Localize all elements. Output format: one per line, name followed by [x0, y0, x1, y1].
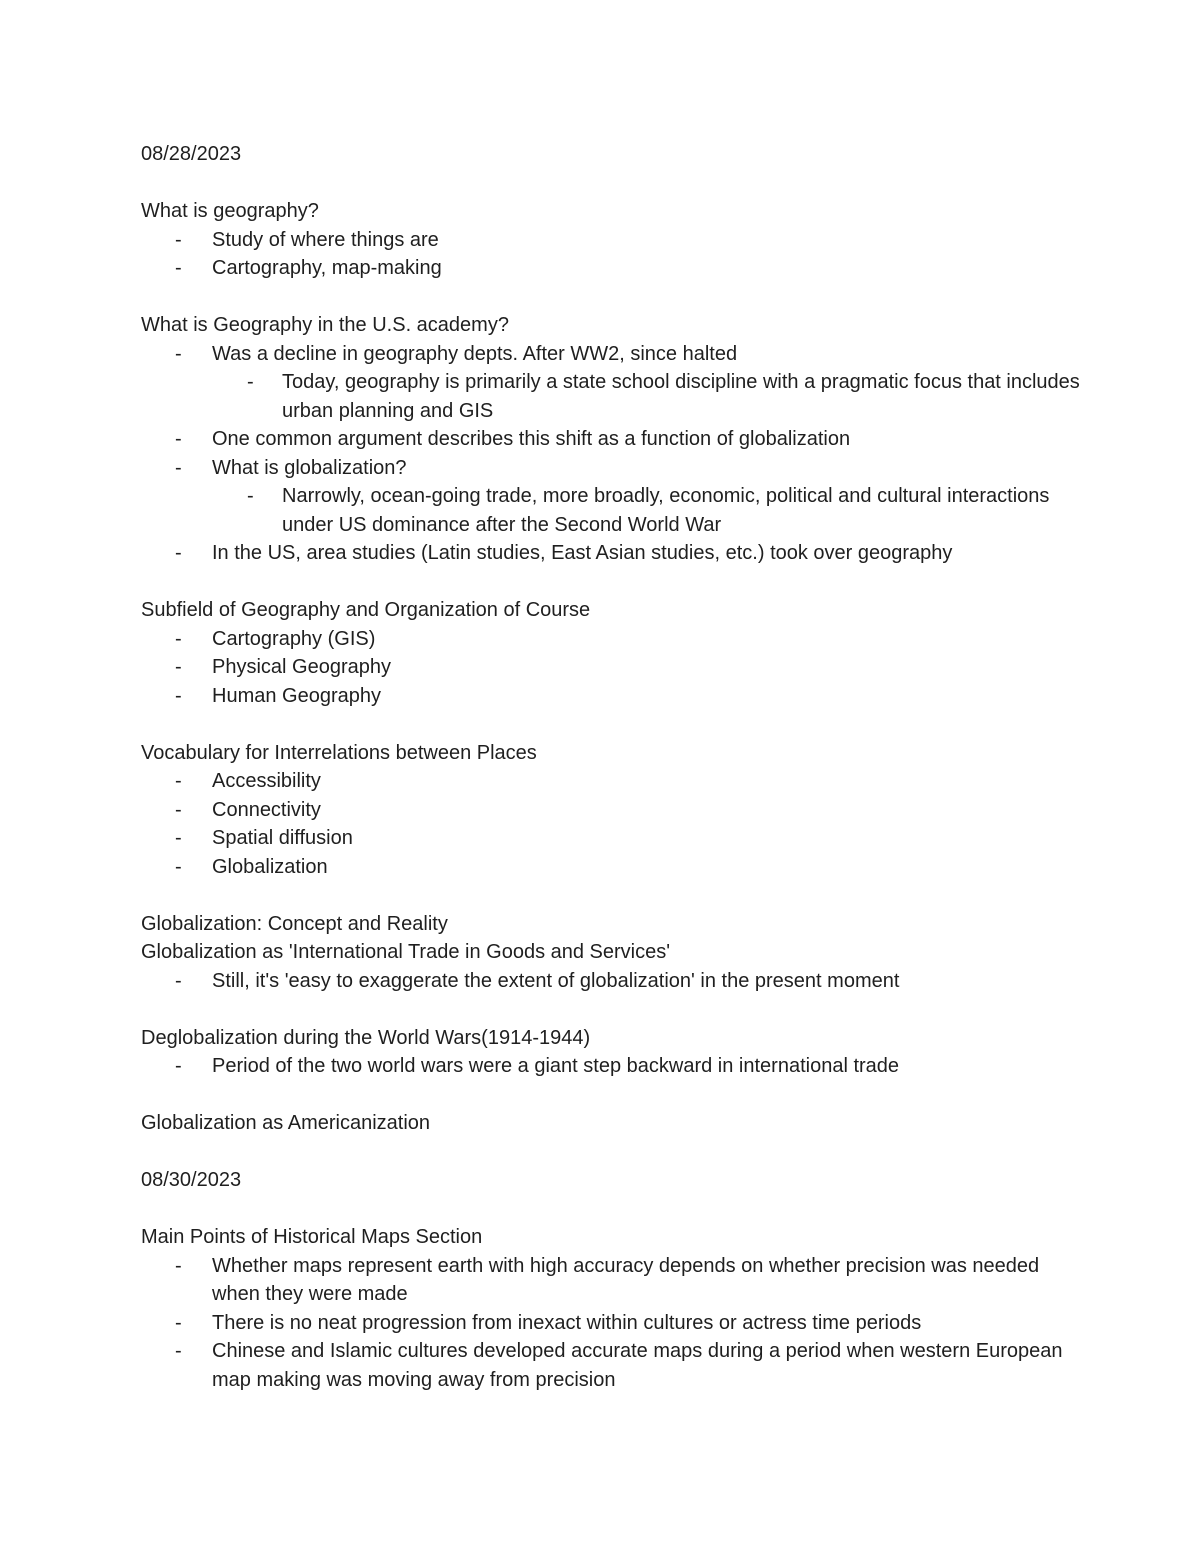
list-item [141, 454, 1081, 483]
list-item [141, 226, 1081, 255]
list-item-text: Today, geography is primarily a state school discipline with a pragmatic focus that includes urban planning and GIS [282, 371, 1080, 422]
list-item [141, 625, 1081, 654]
bullet-dash: - [175, 542, 182, 564]
list-item [141, 425, 1081, 454]
list-item [141, 824, 1081, 853]
bullet-dash: - [175, 257, 182, 279]
list-item-text: Period of the two world wars were a giant step backward in international trade [212, 1055, 900, 1077]
list-item-text: Physical Geography [212, 656, 391, 678]
bullet-dash: - [175, 1311, 182, 1334]
list-item-text: Study of where things are [212, 228, 439, 251]
date-heading: 08/28/2023 [141, 143, 242, 165]
sub-list-item [141, 482, 1081, 539]
spacer [141, 283, 1081, 312]
list-item-text: Human Geography [212, 684, 381, 707]
list-item [141, 1052, 1081, 1081]
bullet-dash: - [175, 1055, 182, 1077]
section-heading: What is Geography in the U.S. academy? [141, 314, 509, 336]
list-item [141, 853, 1081, 882]
list-item-text: Connectivity [212, 798, 321, 821]
list-item [141, 1252, 1081, 1309]
list-item-text: Narrowly, ocean-going trade, more broadly, economic, political and cultural interactions under US dominance after the Second World War [282, 485, 1050, 536]
spacer [141, 169, 1081, 198]
date-heading: 08/30/2023 [141, 1169, 242, 1191]
list-item-text: In the US, area studies (Latin studies, East Asian studies, etc.) took over geography [212, 542, 953, 564]
bullet-dash: - [175, 456, 182, 479]
bullet-dash: - [175, 428, 182, 450]
sub-list-item [141, 368, 1081, 425]
bullet-dash: - [175, 684, 182, 707]
list-item [141, 539, 1081, 568]
spacer [141, 568, 1081, 597]
list-item [141, 1309, 1081, 1338]
section-heading: Main Points of Historical Maps Section [141, 1226, 483, 1248]
section-heading: What is geography? [141, 200, 319, 222]
list-item-text: Globalization [212, 855, 328, 878]
list-item-text: What is globalization? [212, 456, 407, 479]
list-item-text: Accessibility [212, 770, 321, 792]
bullet-dash: - [175, 969, 182, 992]
bullet-dash: - [175, 1254, 182, 1277]
bullet-dash: - [247, 371, 254, 393]
list-item [141, 682, 1081, 711]
bullet-dash: - [175, 1340, 182, 1362]
section-heading: Deglobalization during the World Wars(1914-1944) [141, 1026, 591, 1049]
section-heading: Globalization: Concept and Reality [141, 912, 448, 935]
list-item-text: There is no neat progression from inexact within cultures or actress time periods [212, 1311, 922, 1334]
list-item [141, 254, 1081, 283]
bullet-dash: - [175, 770, 182, 792]
list-item [141, 967, 1081, 996]
bullet-dash: - [175, 342, 182, 365]
bullet-dash: - [175, 228, 182, 251]
spacer [141, 710, 1081, 739]
section-heading: Globalization as Americanization [141, 1112, 431, 1134]
bullet-dash: - [175, 627, 182, 650]
list-item [141, 340, 1081, 369]
document-page [141, 140, 1081, 1394]
list-item [141, 1337, 1081, 1394]
list-item-text: Still, it's 'easy to exaggerate the extent of globalization' in the present moment [212, 969, 900, 992]
list-item-text: One common argument describes this shift as a function of globalization [212, 428, 851, 450]
list-item-text: Whether maps represent earth with high accuracy depends on whether precision was needed when they were made [212, 1254, 1040, 1305]
list-item-text: Cartography (GIS) [212, 627, 376, 650]
spacer [141, 881, 1081, 910]
bullet-dash: - [175, 798, 182, 821]
list-item [141, 653, 1081, 682]
list-item-text: Spatial diffusion [212, 827, 353, 849]
list-item-text: Cartography, map-making [212, 257, 442, 279]
bullet-dash: - [175, 656, 182, 678]
spacer [141, 1195, 1081, 1224]
section-heading: Vocabulary for Interrelations between Places [141, 741, 537, 764]
list-item [141, 767, 1081, 796]
section-heading: Globalization as 'International Trade in Goods and Services' [141, 941, 671, 963]
section-heading: Subfield of Geography and Organization of Course [141, 599, 591, 621]
spacer [141, 995, 1081, 1024]
bullet-dash: - [247, 485, 254, 507]
spacer [141, 1081, 1081, 1110]
bullet-dash: - [175, 827, 182, 849]
bullet-dash: - [175, 855, 182, 878]
list-item-text: Chinese and Islamic cultures developed accurate maps during a period when western European map making was moving away from precision [212, 1340, 1063, 1391]
list-item-text: Was a decline in geography depts. After WW2, since halted [212, 342, 738, 365]
spacer [141, 1138, 1081, 1167]
list-item [141, 796, 1081, 825]
